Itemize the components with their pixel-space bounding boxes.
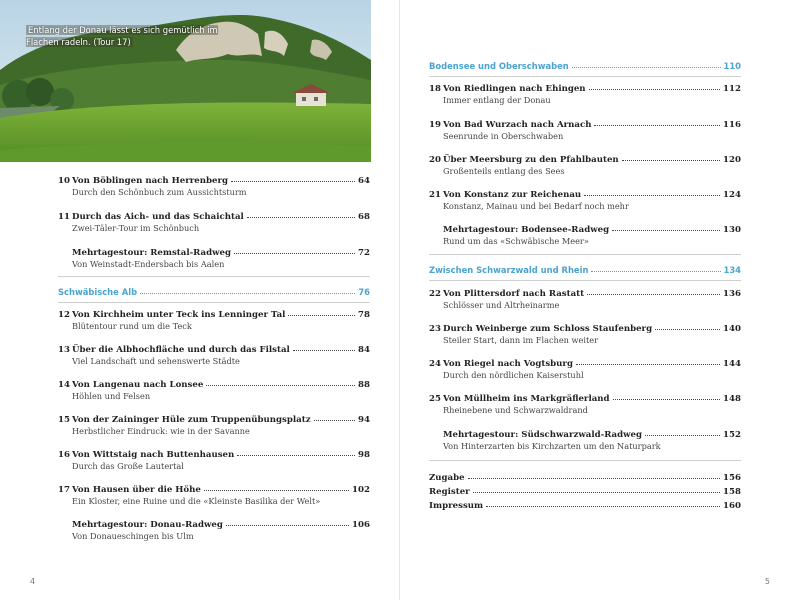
right-toc bbox=[429, 60, 741, 520]
entry-subtitle: Zwei-Täler-Tour im Schönbuch bbox=[72, 223, 200, 233]
entry-number: 14 bbox=[58, 380, 70, 390]
entry-subtitle: Seenrunde in Oberschwaben bbox=[443, 131, 564, 141]
entry-title: Von Böblingen nach Herrenberg bbox=[72, 176, 229, 186]
entry-title: Von Langenau nach Lonsee bbox=[72, 380, 204, 390]
entry-subtitle: Immer entlang der Donau bbox=[443, 95, 551, 105]
entry-title: Von Plittersdorf nach Rastatt bbox=[443, 289, 585, 299]
toc-appendix-zugabe[interactable] bbox=[429, 471, 741, 483]
entry-subtitle: Großenteils entlang des Sees bbox=[443, 166, 565, 176]
toc-entry-multiday[interactable] bbox=[58, 246, 370, 270]
entry-subtitle: Durch den Schönbuch zum Aussichtsturm bbox=[72, 187, 247, 197]
entry-page: 94 bbox=[358, 415, 370, 425]
entry-title: Über Meersburg zu den Pfahlbauten bbox=[443, 155, 619, 165]
toc-entry[interactable] bbox=[58, 210, 370, 234]
right-page bbox=[400, 0, 800, 600]
entry-subtitle: Steiler Start, dann im Flachen weiter bbox=[443, 335, 599, 345]
entry-subtitle: Rheinebene und Schwarzwaldrand bbox=[443, 405, 588, 415]
section-page: 134 bbox=[723, 265, 741, 275]
entry-subtitle: Höhlen und Felsen bbox=[72, 391, 151, 401]
entry-page: 106 bbox=[352, 520, 370, 530]
appendix-title: Impressum bbox=[429, 501, 484, 511]
entry-page: 68 bbox=[358, 212, 370, 222]
section-page: 110 bbox=[723, 61, 741, 71]
appendix-page: 156 bbox=[723, 473, 741, 483]
entry-title: Von Konstanz zur Reichenau bbox=[443, 190, 582, 200]
entry-number: 15 bbox=[58, 415, 70, 425]
entry-subtitle: Ein Kloster, eine Ruine und die «Kleinste Basilika der Welt» bbox=[72, 496, 321, 506]
toc-entry[interactable] bbox=[429, 188, 741, 212]
toc-entry[interactable] bbox=[58, 343, 370, 367]
entry-page: 88 bbox=[358, 380, 370, 390]
page-number-right: 5 bbox=[764, 577, 770, 586]
entry-subtitle: Von Weinstadt-Endersbach bis Aalen bbox=[72, 259, 225, 269]
appendix-page: 160 bbox=[723, 501, 741, 511]
appendix-title: Register bbox=[429, 487, 470, 497]
entry-number: 13 bbox=[58, 345, 70, 355]
entry-number: 25 bbox=[429, 394, 441, 404]
divider-rule bbox=[429, 76, 741, 77]
entry-subtitle: Herbstlicher Eindruck: wie in der Savanne bbox=[72, 426, 250, 436]
left-toc bbox=[58, 174, 370, 554]
entry-title: Über die Albhochfläche und durch das Filstal bbox=[72, 345, 290, 355]
entry-number: 21 bbox=[429, 190, 441, 200]
entry-page: 140 bbox=[723, 324, 741, 334]
toc-entry[interactable] bbox=[429, 118, 741, 142]
entry-page: 64 bbox=[358, 176, 370, 186]
toc-entry[interactable] bbox=[429, 82, 741, 106]
entry-number: 16 bbox=[58, 450, 70, 460]
divider-rule bbox=[429, 460, 741, 461]
entry-page: 84 bbox=[358, 345, 370, 355]
toc-entry[interactable] bbox=[429, 322, 741, 346]
divider-rule bbox=[429, 280, 741, 281]
entry-page: 112 bbox=[723, 84, 741, 94]
toc-section-schwarzwald-rhein[interactable] bbox=[429, 264, 741, 276]
entry-title: Von Wittstaig nach Buttenhausen bbox=[72, 450, 235, 460]
entry-number: 19 bbox=[429, 120, 441, 130]
entry-page: 72 bbox=[358, 248, 370, 258]
entry-title: Mehrtagestour: Remstal-Radweg bbox=[72, 248, 231, 258]
divider-rule bbox=[429, 254, 741, 255]
toc-entry[interactable] bbox=[429, 287, 741, 311]
section-page: 76 bbox=[358, 287, 370, 297]
photo-caption: Entlang der Donau lässt es sich gemütlich im Flachen radeln. (Tour 17) bbox=[26, 25, 218, 47]
page-number-left: 4 bbox=[30, 577, 36, 586]
entry-page: 152 bbox=[723, 430, 741, 440]
entry-page: 78 bbox=[358, 310, 370, 320]
entry-number: 22 bbox=[429, 289, 441, 299]
entry-page: 130 bbox=[723, 225, 741, 235]
divider-rule bbox=[58, 276, 370, 277]
appendix-page: 158 bbox=[723, 487, 741, 497]
entry-title: Von Bad Wurzach nach Arnach bbox=[443, 120, 592, 130]
entry-page: 116 bbox=[723, 120, 741, 130]
entry-subtitle: Durch das Große Lautertal bbox=[72, 461, 184, 471]
entry-page: 144 bbox=[723, 359, 741, 369]
entry-page: 148 bbox=[723, 394, 741, 404]
section-title: Bodensee und Oberschwaben bbox=[429, 61, 569, 71]
entry-number: 11 bbox=[58, 212, 70, 222]
toc-entry[interactable] bbox=[58, 378, 370, 402]
entry-number: 20 bbox=[429, 155, 441, 165]
entry-subtitle: Schlösser und Altrheinarme bbox=[443, 300, 560, 310]
entry-subtitle: Von Hinterzarten bis Kirchzarten um den Naturpark bbox=[443, 441, 661, 451]
entry-page: 124 bbox=[723, 190, 741, 200]
entry-title: Mehrtagestour: Donau-Radweg bbox=[72, 520, 223, 530]
entry-title: Von Hausen über die Höhe bbox=[72, 485, 201, 495]
toc-section-bodensee[interactable] bbox=[429, 60, 741, 72]
entry-subtitle: Viel Landschaft und sehenswerte Städte bbox=[72, 356, 240, 366]
entry-number: 24 bbox=[429, 359, 441, 369]
entry-subtitle: Von Donaueschingen bis Ulm bbox=[72, 531, 194, 541]
entry-number: 10 bbox=[58, 176, 70, 186]
entry-title: Durch Weinberge zum Schloss Staufenberg bbox=[443, 324, 653, 334]
entry-title: Von Müllheim ins Markgräflerland bbox=[443, 394, 610, 404]
toc-entry[interactable] bbox=[429, 153, 741, 177]
entry-number: 18 bbox=[429, 84, 441, 94]
entry-page: 136 bbox=[723, 289, 741, 299]
entry-page: 102 bbox=[352, 485, 370, 495]
entry-title: Von Riegel nach Vogtsburg bbox=[443, 359, 573, 369]
entry-title: Von Riedlingen nach Ehingen bbox=[443, 84, 586, 94]
entry-number: 23 bbox=[429, 324, 441, 334]
toc-entry-multiday[interactable] bbox=[58, 518, 370, 542]
entry-subtitle: Blütentour rund um die Teck bbox=[72, 321, 192, 331]
divider-rule bbox=[58, 302, 370, 303]
entry-subtitle: Rund um das «Schwäbische Meer» bbox=[443, 236, 589, 246]
danube-landscape-photo bbox=[0, 0, 371, 162]
toc-appendix-impressum[interactable] bbox=[429, 499, 741, 511]
toc-entry-multiday[interactable] bbox=[429, 428, 741, 452]
toc-appendix-register[interactable] bbox=[429, 485, 741, 497]
entry-subtitle: Konstanz, Mainau und bei Bedarf noch mehr bbox=[443, 201, 629, 211]
toc-entry[interactable] bbox=[58, 308, 370, 332]
entry-number: 12 bbox=[58, 310, 70, 320]
entry-title: Von Kirchheim unter Teck ins Lenninger Tal bbox=[72, 310, 286, 320]
toc-entry-multiday[interactable] bbox=[429, 223, 741, 247]
toc-entry[interactable] bbox=[58, 448, 370, 472]
entry-title: Mehrtagestour: Bodensee-Radweg bbox=[443, 225, 610, 235]
entry-page: 120 bbox=[723, 155, 741, 165]
toc-entry[interactable] bbox=[429, 357, 741, 381]
entry-subtitle: Durch den nördlichen Kaiserstuhl bbox=[443, 370, 584, 380]
toc-entry[interactable] bbox=[58, 483, 370, 507]
entry-title: Von der Zaininger Hüle zum Truppenübungsplatz bbox=[72, 415, 311, 425]
entry-title: Mehrtagestour: Südschwarzwald-Radweg bbox=[443, 430, 643, 440]
toc-entry[interactable] bbox=[429, 392, 741, 416]
toc-section-schwaebische-alb[interactable] bbox=[58, 286, 370, 298]
entry-number: 17 bbox=[58, 485, 70, 495]
section-title: Zwischen Schwarzwald und Rhein bbox=[429, 265, 589, 275]
section-title: Schwäbische Alb bbox=[58, 287, 138, 297]
toc-entry[interactable] bbox=[58, 413, 370, 437]
entry-page: 98 bbox=[358, 450, 370, 460]
appendix-title: Zugabe bbox=[429, 473, 465, 483]
entry-title: Durch das Aich- und das Schaichtal bbox=[72, 212, 244, 222]
toc-entry[interactable] bbox=[58, 174, 370, 198]
